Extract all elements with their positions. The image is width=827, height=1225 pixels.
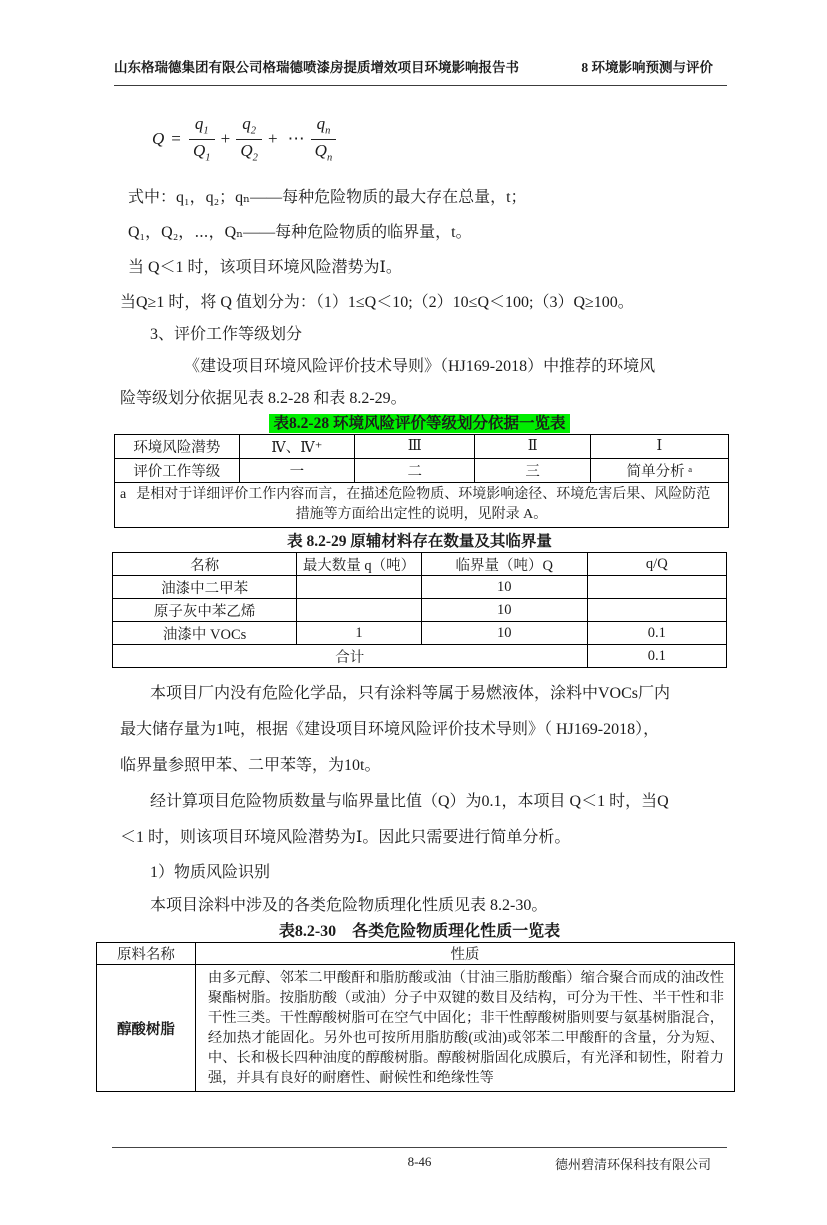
table-cell: 10 xyxy=(421,622,587,645)
table-cell xyxy=(587,599,726,622)
table30-title: 表8.2-30 各类危险物质理化性质一览表 xyxy=(278,923,561,940)
table-row xyxy=(113,599,727,622)
header-right-text: 8 环境影响预测与评价 xyxy=(581,60,713,75)
paragraph-storage xyxy=(112,676,727,784)
guide-ref-line-1: 《建设项目环境风险评价技术导则》（HJ169-2018）中推荐的环境风 xyxy=(184,358,656,375)
para-line: 临界量参照甲苯、二甲苯等，为10t。 xyxy=(120,757,381,774)
page-number: 8-46 xyxy=(407,1154,432,1169)
column-header: 临界量（吨）Q xyxy=(421,553,587,576)
table-footnote-row xyxy=(115,483,729,528)
table28-title-highlight: 表8.2-28 环境风险评价等级划分依据一览表 xyxy=(269,414,571,433)
note-line-critical-quantity: Q₁，Q₂，⋯，Qₙ——每种危险物质的临界量，t。 xyxy=(128,224,472,241)
table-row xyxy=(115,459,729,483)
table-footnote-cell xyxy=(115,483,729,528)
table-cell: 环境风险潜势 xyxy=(115,435,240,459)
table-8-2-29 xyxy=(112,552,727,668)
page-footer xyxy=(112,1147,727,1177)
para-see-table30: 本项目涂料中涉及的各类危险物质理化性质见表 8.2-30。 xyxy=(150,897,548,914)
table-cell: 评价工作等级 xyxy=(115,459,240,483)
table-cell: 一 xyxy=(239,459,354,483)
para-line: 本项目厂内没有危险化学品，只有涂料等属于易燃液体，涂料中VOCs厂内 xyxy=(150,685,671,702)
column-header: 名称 xyxy=(113,553,297,576)
column-header: 最大数量 q（吨） xyxy=(297,553,422,576)
table-cell: Ⅳ、Ⅳ⁺ xyxy=(239,435,354,459)
formula-plus-2: + xyxy=(267,129,278,148)
fraction-term-2 xyxy=(236,114,262,165)
fraction-term-1 xyxy=(189,114,215,165)
table-cell: Ⅲ xyxy=(355,435,475,459)
formula-q-ratio xyxy=(112,110,727,168)
table-row xyxy=(113,576,727,599)
formula-notes xyxy=(112,180,727,320)
note-line-q-ranges: 当Q≥1 时，将 Q 值划分为：（1）1≤Q＜10;（2）10≤Q＜100;（3）Q≥100。 xyxy=(120,294,634,311)
fraction-numerator: $q_2$ xyxy=(236,114,262,140)
table-8-2-28 xyxy=(114,434,729,528)
table-cell xyxy=(297,576,422,599)
table29-title: 表 8.2-29 原辅材料存在数量及其临界量 xyxy=(287,533,552,550)
table-cell: 0.1 xyxy=(587,622,726,645)
table28-title-row xyxy=(112,414,727,434)
table-cell: 三 xyxy=(475,459,590,483)
document-page xyxy=(0,56,827,1225)
table-header-row xyxy=(113,553,727,576)
material-property-cell: 由多元醇、邻苯二甲酸酐和脂肪酸或油（甘油三脂肪酸酯）缩合聚合而成的油改性聚酯树脂。按脂肪酸（或油）分子中双键的数目及结构，可分为干性、半干性和非干性三类。干性醇酸树脂可在空气中固化；非干性醇酸树脂则要与氨基树脂混合，经加热才能固化。另外也可按所用脂肪酸(或油)或邻苯二甲酸酐的含量，分为短、中、长和极长四种油度的醇酸树脂。醇酸树脂固化成膜后，有光泽和韧性，附着力强，并具有良好的耐磨性、耐候性和绝缘性等 xyxy=(195,965,734,1092)
paragraph-q-calc xyxy=(112,784,727,856)
formula-ellipsis: ⋯ xyxy=(287,129,305,148)
fraction-numerator: $q_n$ xyxy=(311,114,337,140)
formula-plus-1: + xyxy=(220,129,231,148)
para-line: ＜1 时，则该项目环境风险潜势为Ⅰ。因此只需要进行简单分析。 xyxy=(120,829,571,846)
table-cell: 10 xyxy=(421,599,587,622)
table-cell: 10 xyxy=(421,576,587,599)
footnote-line-1: a 是相对于详细评价工作内容而言，在描述危险物质、环境影响途径、环境危害后果、风险防范 xyxy=(120,487,711,502)
table-total-row xyxy=(113,645,727,668)
table-row xyxy=(113,622,727,645)
table-cell: 原子灰中苯乙烯 xyxy=(113,599,297,622)
guide-ref-line-2: 险等级划分依据见表 8.2-28 和表 8.2-29。 xyxy=(120,390,407,407)
total-label-cell: 合计 xyxy=(113,645,588,668)
note-line-q-less-1: 当 Q＜1 时，该项目环境风险潜势为Ⅰ。 xyxy=(128,259,402,276)
para-line: 最大储存量为1吨，根据《建设项目环境风险评价技术导则》（ HJ169-2018）， xyxy=(120,721,660,738)
table-cell: 二 xyxy=(355,459,475,483)
table-row xyxy=(115,435,729,459)
table-row xyxy=(97,965,735,1092)
fraction-denominator: $Q_n$ xyxy=(314,140,333,163)
table-cell: 油漆中 VOCs xyxy=(113,622,297,645)
item-heading-risk-identification: 1）物质风险识别 xyxy=(150,864,271,881)
table-8-2-30 xyxy=(96,942,735,1092)
header-left-text: 山东格瑞德集团有限公司格瑞德喷漆房提质增效项目环境影响报告书 xyxy=(114,60,519,75)
footnote-marker: a xyxy=(120,487,127,502)
table-cell: Ⅱ xyxy=(475,435,590,459)
fraction-denominator: $Q_1$ xyxy=(192,140,211,163)
formula-lhs: Q xyxy=(152,129,165,148)
total-value-cell: 0.1 xyxy=(587,645,726,668)
table-cell: 1 xyxy=(297,622,422,645)
fraction-term-n xyxy=(311,114,337,165)
column-header: q/Q xyxy=(587,553,726,576)
table-header-row xyxy=(97,943,735,965)
material-name-cell: 醇酸树脂 xyxy=(97,965,196,1092)
page-header xyxy=(114,56,727,86)
table-cell xyxy=(297,599,422,622)
table-cell: Ⅰ xyxy=(590,435,728,459)
note-line-definitions: 式中：q₁，q₂；qₙ——每种危险物质的最大存在总量，t； xyxy=(128,189,527,206)
para-line: 经计算项目危险物质数量与临界量比值（Q）为0.1，本项目 Q＜1 时，当Q xyxy=(150,793,669,810)
column-header: 原料名称 xyxy=(97,943,196,965)
table-cell: 简单分析 ᵃ xyxy=(590,459,728,483)
formula-equals: = xyxy=(171,129,181,148)
fraction-denominator: $Q_2$ xyxy=(240,140,258,163)
column-header: 性质 xyxy=(195,943,734,965)
footnote-line-2: 措施等方面给出定性的说明，见附录 A。 xyxy=(295,507,548,522)
footer-company-name: 德州碧清环保科技有限公司 xyxy=(554,1157,711,1172)
fraction-numerator: $q_1$ xyxy=(189,114,215,140)
page-content xyxy=(112,110,727,1092)
table-cell xyxy=(587,576,726,599)
table-cell: 油漆中二甲苯 xyxy=(113,576,297,599)
section-heading: 3、评价工作等级划分 xyxy=(150,326,303,343)
